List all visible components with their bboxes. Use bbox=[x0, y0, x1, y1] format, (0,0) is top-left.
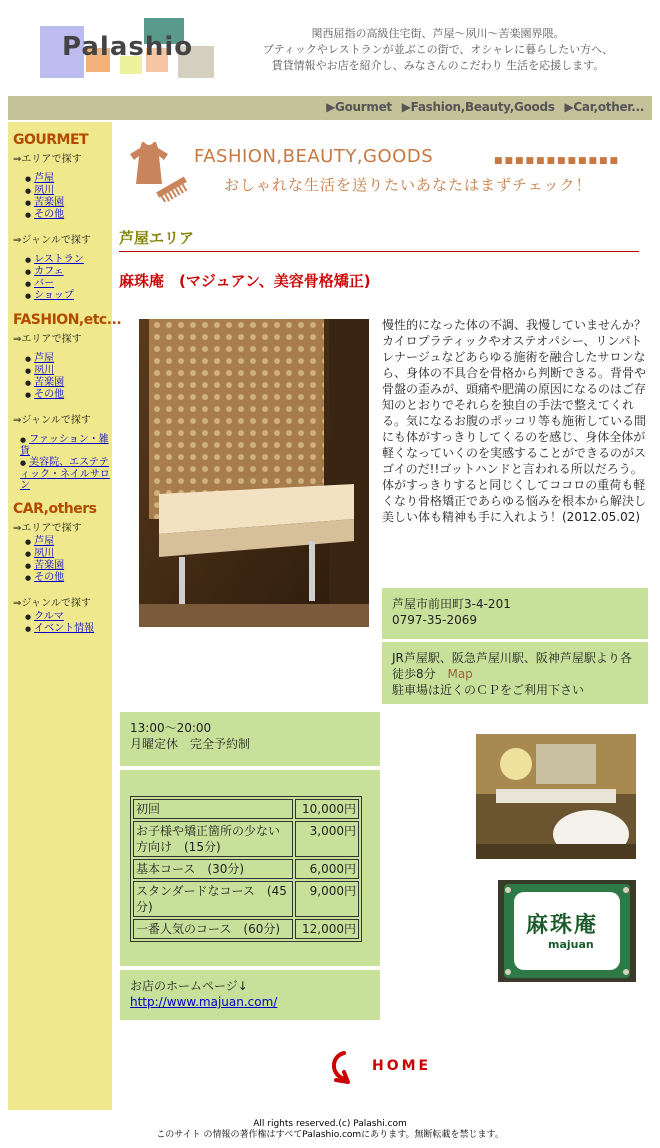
map-link[interactable]: Map bbox=[447, 667, 473, 681]
shop-description: 慢性的になった体の不調、我慢していませんか？カイロプラティックやオステオパシー、リンパトレナージュなどあらゆる施術を融合したサロンなら、身体の不具合を骨格から判断できる。背骨や骨盤の歪みが、頭痛や肥満の原因になるのはご存知のとおりでそれらを独自の手法で整えてくれる。気になるお腹のポッコリ等も施術している間にも体がすっきりしてくるのを感じ、身体全体が軽くなっていくのを実感することができるのがスゴイのだ!!ゴットハンドと言われる所以だろう。体がすっきりすると同じくしてココロの重荷も軽くなり骨格矯正であらゆる悩みを根本から解決し美しい体も精神も手に入れよう！(2012.05.02) bbox=[382, 318, 647, 524]
table-row bbox=[133, 821, 359, 857]
shop-phone: 0797-35-2069 bbox=[392, 613, 478, 627]
list-item bbox=[25, 536, 112, 548]
list-item bbox=[25, 185, 112, 197]
sidebar-link[interactable]: 夙川 bbox=[34, 365, 55, 376]
copyright: All rights reserved.(c) Palashi.com bbox=[253, 1119, 407, 1129]
price-name: 基本コース (30分) bbox=[133, 859, 293, 879]
shop-sign-photo bbox=[498, 880, 636, 982]
list-item bbox=[25, 254, 112, 266]
shop-title: 麻珠庵 (マジュアン、美容骨格矯正) bbox=[119, 272, 371, 290]
top-nav-links bbox=[320, 100, 644, 114]
banner-subtitle: おしゃれな生活を送りたいあなたはまずチェック！ bbox=[224, 176, 592, 194]
price-name: 一番人気のコース (60分) bbox=[133, 919, 293, 939]
top-nav-bar bbox=[8, 96, 652, 120]
price-value: 9,000円 bbox=[295, 881, 359, 917]
salon-vanity-photo bbox=[476, 734, 636, 859]
sidebar-link[interactable]: イベント情報 bbox=[34, 623, 95, 634]
sidebar-link[interactable]: その他 bbox=[34, 209, 65, 220]
access-box bbox=[382, 642, 648, 704]
sidebar-area-label: ⇒エリアで探す bbox=[13, 154, 82, 165]
sidebar-link[interactable]: 芦屋 bbox=[34, 353, 55, 364]
list-item bbox=[25, 377, 112, 389]
list-item bbox=[25, 611, 112, 623]
sidebar-link[interactable]: クルマ bbox=[34, 611, 64, 622]
sidebar-link[interactable]: 夙川 bbox=[34, 185, 55, 196]
list-item bbox=[20, 434, 112, 457]
sidebar-head-gourmet: GOURMET bbox=[13, 132, 89, 148]
sidebar-genre-list bbox=[20, 434, 112, 491]
price-value: 6,000円 bbox=[295, 859, 359, 879]
homepage-box bbox=[120, 970, 380, 1020]
sidebar-area-list bbox=[25, 536, 112, 584]
shop-access: JR芦屋駅、阪急芦屋川駅、阪神芦屋駅より各徒歩8分 bbox=[392, 651, 632, 681]
price-table bbox=[130, 796, 362, 942]
price-name: スタンダードなコース (45分) bbox=[133, 881, 293, 917]
desc-line: 関西屈指の高級住宅街、芦屋～夙川～苦楽園界隈。 bbox=[311, 27, 565, 40]
footer bbox=[0, 1119, 660, 1141]
business-hours: 13:00～20:00 bbox=[130, 721, 212, 735]
list-item bbox=[25, 353, 112, 365]
closed-days: 月曜定休 完全予約制 bbox=[130, 737, 251, 751]
sidebar-genre-label: ⇒ジャンルで探す bbox=[13, 235, 91, 246]
sidebar-area-label: ⇒エリアで探す bbox=[13, 334, 82, 345]
price-box bbox=[120, 770, 380, 966]
site-logo[interactable] bbox=[40, 18, 220, 80]
sidebar-link[interactable]: 苦楽園 bbox=[34, 377, 65, 388]
address-box bbox=[382, 588, 648, 639]
sidebar-link[interactable]: ファッション・雑貨 bbox=[20, 434, 109, 457]
parking-info: 駐車場は近くのＣＰをご利用下さい bbox=[392, 683, 585, 697]
sidebar-genre-label: ⇒ジャンルで探す bbox=[13, 598, 91, 609]
sidebar-head-fashion: FASHION,etc... bbox=[13, 312, 122, 328]
table-row bbox=[133, 799, 359, 819]
sidebar bbox=[8, 122, 122, 1110]
logo-text: Palashio bbox=[62, 32, 194, 62]
list-item bbox=[25, 389, 112, 401]
sign-text: 麻珠庵 bbox=[526, 913, 599, 938]
sidebar-link[interactable]: 苦楽園 bbox=[34, 197, 65, 208]
price-value: 12,000円 bbox=[295, 919, 359, 939]
nav-car-other[interactable]: ▶Car,other... bbox=[564, 100, 644, 114]
table-row bbox=[133, 859, 359, 879]
desc-line: ブティックやレストランが並ぶこの街で、オシャレに暮らしたい方へ、 bbox=[262, 43, 614, 56]
sidebar-genre-list bbox=[25, 254, 112, 302]
list-item bbox=[25, 290, 112, 302]
sidebar-link[interactable]: レストラン bbox=[34, 254, 84, 265]
table-row bbox=[133, 919, 359, 939]
sidebar-area-list bbox=[25, 353, 112, 401]
sidebar-link[interactable]: 苦楽園 bbox=[34, 560, 65, 571]
salon-room-photo bbox=[139, 319, 369, 627]
list-item bbox=[25, 197, 112, 209]
sidebar-link[interactable]: カフェ bbox=[34, 266, 64, 277]
sign-subtext: majuan bbox=[548, 938, 594, 951]
list-item bbox=[25, 560, 112, 572]
list-item bbox=[25, 173, 112, 185]
hours-box bbox=[120, 712, 380, 766]
price-value: 3,000円 bbox=[295, 821, 359, 857]
banner-dots: ■■■■■■■■■■■■ bbox=[494, 156, 621, 166]
area-title: 芦屋エリア bbox=[119, 227, 639, 252]
home-button[interactable] bbox=[326, 1050, 432, 1084]
back-arrow-icon bbox=[326, 1050, 366, 1084]
list-item bbox=[25, 209, 112, 221]
price-value: 10,000円 bbox=[295, 799, 359, 819]
category-banner bbox=[124, 134, 640, 214]
sidebar-genre-list bbox=[25, 611, 112, 635]
price-name: お子様や矯正箇所の少ない方向け (15分) bbox=[133, 821, 293, 857]
sidebar-link[interactable]: その他 bbox=[34, 572, 65, 583]
comb-icon bbox=[154, 174, 190, 202]
sidebar-link[interactable]: 芦屋 bbox=[34, 536, 55, 547]
header bbox=[0, 0, 660, 95]
list-item bbox=[25, 572, 112, 584]
sidebar-link[interactable]: ショップ bbox=[34, 290, 74, 301]
list-item bbox=[20, 457, 112, 491]
sidebar-link[interactable]: 芦屋 bbox=[34, 173, 55, 184]
list-item bbox=[25, 278, 112, 290]
sidebar-area-label: ⇒エリアで探す bbox=[13, 523, 82, 534]
list-item bbox=[25, 623, 112, 635]
nav-fashion[interactable]: ▶Fashion,Beauty,Goods bbox=[401, 100, 555, 114]
home-label: HOME bbox=[372, 1058, 432, 1074]
homepage-label: お店のホームページ↓ bbox=[130, 979, 248, 993]
shop-address: 芦屋市前田町3-4-201 bbox=[392, 597, 511, 611]
nav-gourmet[interactable]: ▶Gourmet bbox=[326, 100, 392, 114]
sidebar-link[interactable]: 夙川 bbox=[34, 548, 55, 559]
homepage-link[interactable]: http://www.majuan.com/ bbox=[130, 995, 278, 1009]
list-item bbox=[25, 365, 112, 377]
desc-line: 賃貸情報やお店を紹介し、みなさんのこだわり 生活を応援します。 bbox=[271, 59, 605, 72]
table-row bbox=[133, 881, 359, 917]
banner-title: FASHION,BEAUTY,GOODS bbox=[194, 146, 434, 167]
site-description bbox=[228, 26, 648, 74]
list-item bbox=[25, 266, 112, 278]
sidebar-link[interactable]: その他 bbox=[34, 389, 65, 400]
list-item bbox=[25, 548, 112, 560]
sidebar-genre-label: ⇒ジャンルで探す bbox=[13, 415, 91, 426]
sidebar-area-list bbox=[25, 173, 112, 221]
price-name: 初回 bbox=[133, 799, 293, 819]
sidebar-link[interactable]: 美容院、エステティック・ネイルサロン bbox=[20, 457, 110, 491]
sidebar-link[interactable]: バー bbox=[34, 278, 55, 289]
sidebar-head-car: CAR,others bbox=[13, 501, 97, 517]
copyright-notice: このサイト の情報の著作権はすべてPalashio.comにあります。無断転載を禁じます。 bbox=[156, 1130, 504, 1140]
